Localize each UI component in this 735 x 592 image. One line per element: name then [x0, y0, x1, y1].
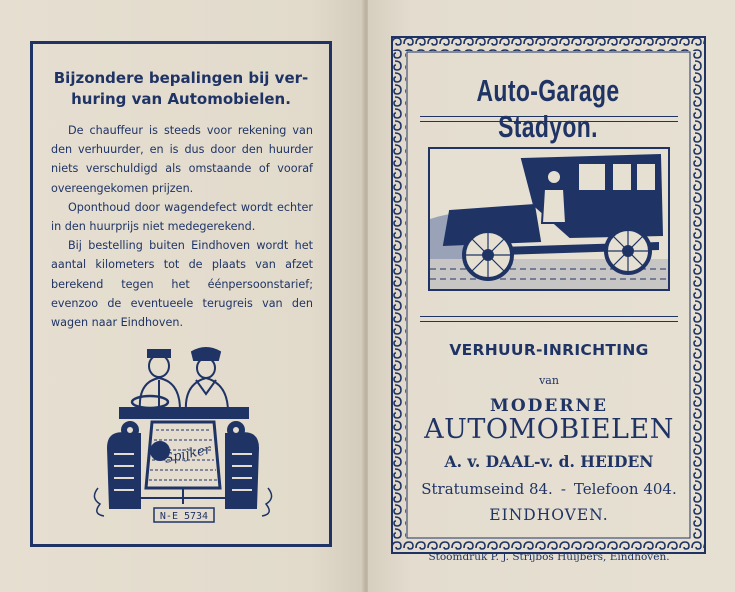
automobiles-text: AUTOMOBIELEN [424, 414, 674, 445]
open-car-illustration [88, 338, 278, 528]
address-separator: - [560, 480, 566, 498]
street-address: Stratumseind 84. [421, 480, 553, 498]
condition-paragraph: Bij bestelling buiten Eindhoven wordt het aantal kilometers tot de plaats van afzet berekend tegen het éénpersoonstarief; evenzoo de eventueele terugreis van den wagen naar Eindhoven. [51, 239, 313, 330]
printer-credit: Stoomdruk P. J. Strijbos Huijbers, Eindhoven. [428, 551, 670, 563]
limousine-illustration [428, 147, 670, 291]
rental-conditions-text [51, 121, 313, 332]
limousine-drawing [430, 149, 668, 289]
owner-name: A. v. DAAL-v. d. HEIDEN [444, 452, 654, 471]
radiator-script: Spijker [163, 442, 213, 467]
heading-line-2: huring van Automobielen. [71, 90, 291, 108]
condition-paragraph: Oponthoud door wagendefect wordt echter in den huurprijs niet medegerekend. [51, 200, 313, 234]
limousine-window [636, 163, 656, 191]
title-rule [420, 116, 678, 117]
license-plate-number: N-E 5734 [159, 511, 209, 522]
limousine-window [612, 163, 632, 191]
lady-coat [186, 378, 228, 412]
rental-conditions-heading [46, 68, 316, 110]
dashboard [120, 408, 248, 418]
modern-text: MODERNE [490, 396, 608, 416]
section-rule-thin [420, 321, 678, 322]
phone-number: Telefoon 404. [573, 480, 677, 498]
city-name: EINDHOVEN. [489, 506, 609, 524]
title-rule-thin [420, 121, 678, 122]
address-line [402, 480, 696, 498]
limousine-window [578, 163, 606, 191]
rental-heading: VERHUUR-INRICHTING [449, 341, 649, 359]
van-text: van [539, 374, 559, 387]
section-rule [420, 316, 678, 317]
heading-line-1: Bijzondere bepalingen bij ver- [53, 69, 309, 87]
condition-paragraph: De chauffeur is steeds voor rekening van den verhuurder, en is dus door den huurder niets verschuldigd als omstaande of vooraf overeengekomen prijzen. [51, 124, 313, 195]
chauffeur-head [547, 170, 561, 184]
chauffeur-head [149, 355, 169, 377]
border-top [393, 38, 704, 51]
right-wheel [226, 433, 258, 508]
left-wheel [108, 433, 140, 508]
chauffeur-body [542, 189, 566, 223]
garage-title: Auto-Garage Stadyon. [476, 73, 620, 144]
